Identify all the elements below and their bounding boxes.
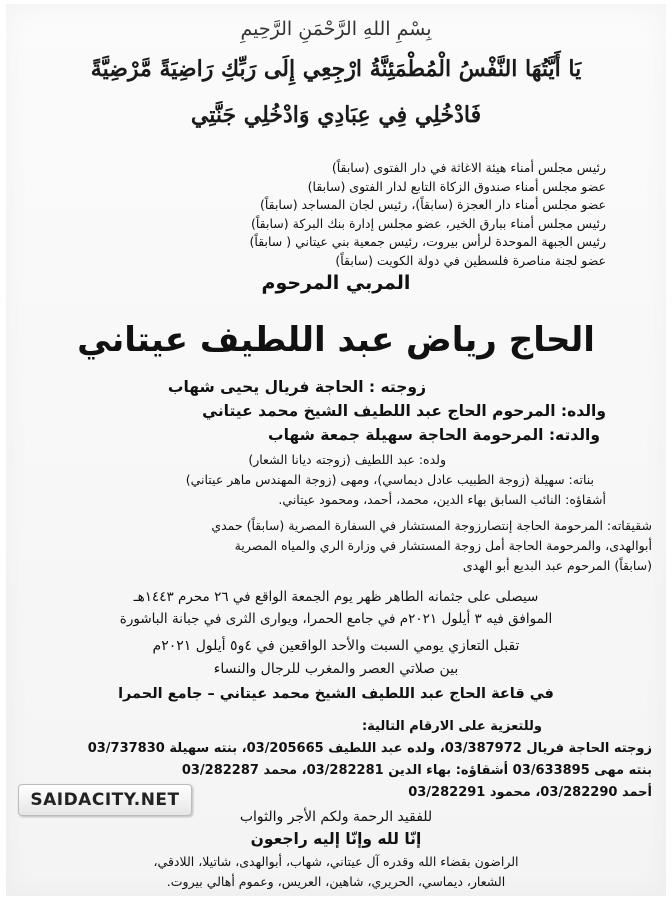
funeral-line-1: سيصلى على جثمانه الطاهر ظهر يوم الجمعة الواقع في ٢٦ محرم ١٤٤٣هـ — [133, 589, 539, 605]
sisters-line-2: أبوالهدى، والمرحومة الحاجة أمل زوجة المستشار في وزارة الري والمياه المصرية — [234, 538, 652, 553]
phones-line-2: بنته مهى 03/633895 أشقاؤه: بهاء الدين 03/282281، محمد 03/282287 — [181, 763, 652, 778]
title-line: عضو مجلس أمناء صندوق الزكاة التابع لدار الفتوى (سابقا) — [307, 178, 606, 194]
daughters-line: بناته: سهيلة (زوجة الطبيب عادل ديماسي)، ومهى (زوجة المهندس ماهر عيتاني) — [185, 472, 594, 487]
closing-prayer: للفقيد الرحمة ولكم الأجر والثواب — [239, 809, 433, 825]
sisters-line-3: (سابقاً) المرحوم عبد البديع أبو الهدى — [462, 558, 652, 573]
sisters-line-1: شقيقاته: المرحومة الحاجة إنتصارزوجة المستشار في السفارة المصرية (سابقاً) حمدي — [211, 518, 652, 533]
phones-line-3: أحمد 03/282290، محمود 03/282291 — [408, 785, 652, 800]
mother-line: والدته: المرحومة الحاجة سهيلة جمعة شهاب — [268, 426, 600, 444]
condolence-days: تقبل التعازي يومي السبت والأحد الواقعين في ٤و٥ أيلول ٢٠٢١م — [152, 638, 520, 654]
title-line: رئيس الجبهة الموحدة لرأس بيروت، رئيس جمعية بني عيتاني ( سابقاً) — [249, 234, 606, 249]
quran-verse-line-2: فَادْخُلِي فِي عِبَادِي وَادْخُلِي جَنَّتِي — [190, 102, 482, 128]
quran-verse-line-1: يَا أَيَّتُهَا النَّفْسُ الْمُطْمَئِنَّةُ ارْجِعِي إِلَى رَبِّكِ رَاضِيَةً مَّرْضِيَّةً — [90, 56, 582, 82]
mourners-line-2: الشعار، ديماسي، الحريري، شاهين، العريس، وعموم أهالي بيروت. — [166, 874, 506, 889]
obituary-page — [6, 4, 666, 896]
mourners-line-1: الراضون بقضاء الله وقدره آل عيتاني، شهاب، أبوالهدى، شاتيلا، اللادقي، — [153, 854, 519, 869]
father-line: والده: المرحوم الحاج عبد اللطيف الشيخ محمد عيتاني — [202, 402, 606, 420]
son-line: ولده: عبد اللطيف (زوجته ديانا الشعار) — [248, 452, 446, 467]
funeral-info — [6, 586, 666, 630]
phones-line-1: زوجته الحاجة فريال 03/387972، ولده عبد اللطيف 03/205665، بنته سهيلة 03/737830 — [87, 741, 652, 756]
basmala: بِسْمِ اللهِ الرَّحْمَنِ الرَّحِيمِ — [240, 18, 432, 40]
mourners-block — [6, 852, 666, 892]
deceased-label: المربي المرحوم — [261, 272, 411, 294]
condolence-venue: في قاعة الحاج عبد اللطيف الشيخ محمد عيتاني – جامع الحمرا — [118, 686, 554, 702]
closing-verse: إنّا لله وإنّا إليه راجعون — [250, 830, 422, 848]
deceased-titles-list — [250, 159, 606, 270]
saidacity-watermark: SAIDACITY.NET — [18, 784, 192, 816]
sisters-block — [211, 516, 652, 576]
phones-heading: وللتعزية على الارقام التالية: — [361, 719, 542, 734]
title-line: رئيس مجلس أمناء ببارق الخير، عضو مجلس إدارة بنك البركة (سابقاً) — [251, 215, 606, 231]
condolence-times: بين صلاتي العصر والمغرب للرجال والنساء — [213, 661, 459, 677]
wife-line: زوجته : الحاجة فريال يحيى شهاب — [167, 378, 426, 396]
children-block — [186, 450, 606, 510]
funeral-line-2: الموافق فيه ٣ أيلول ٢٠٢١م في جامع الحمرا، ويوارى الثرى في جبانة الباشورة — [119, 611, 553, 627]
title-line: رئيس مجلس أمناء هيئة الاغاثة في دار الفتوى (سابقاً) — [331, 160, 606, 175]
title-line: عضو لجنة مناصرة فلسطين في دولة الكويت (سابقاً) — [335, 252, 606, 268]
brothers-line: أشقاؤه: النائب السابق بهاء الدين، محمد، أحمد، ومحمود عيتاني. — [278, 492, 606, 507]
title-line: عضو مجلس أمناء دار العجزة (سابقاً)، رئيس لجان المساجد (سابقاً) — [259, 197, 606, 212]
deceased-name: الحاج رياض عبد اللطيف عيتاني — [77, 320, 595, 360]
